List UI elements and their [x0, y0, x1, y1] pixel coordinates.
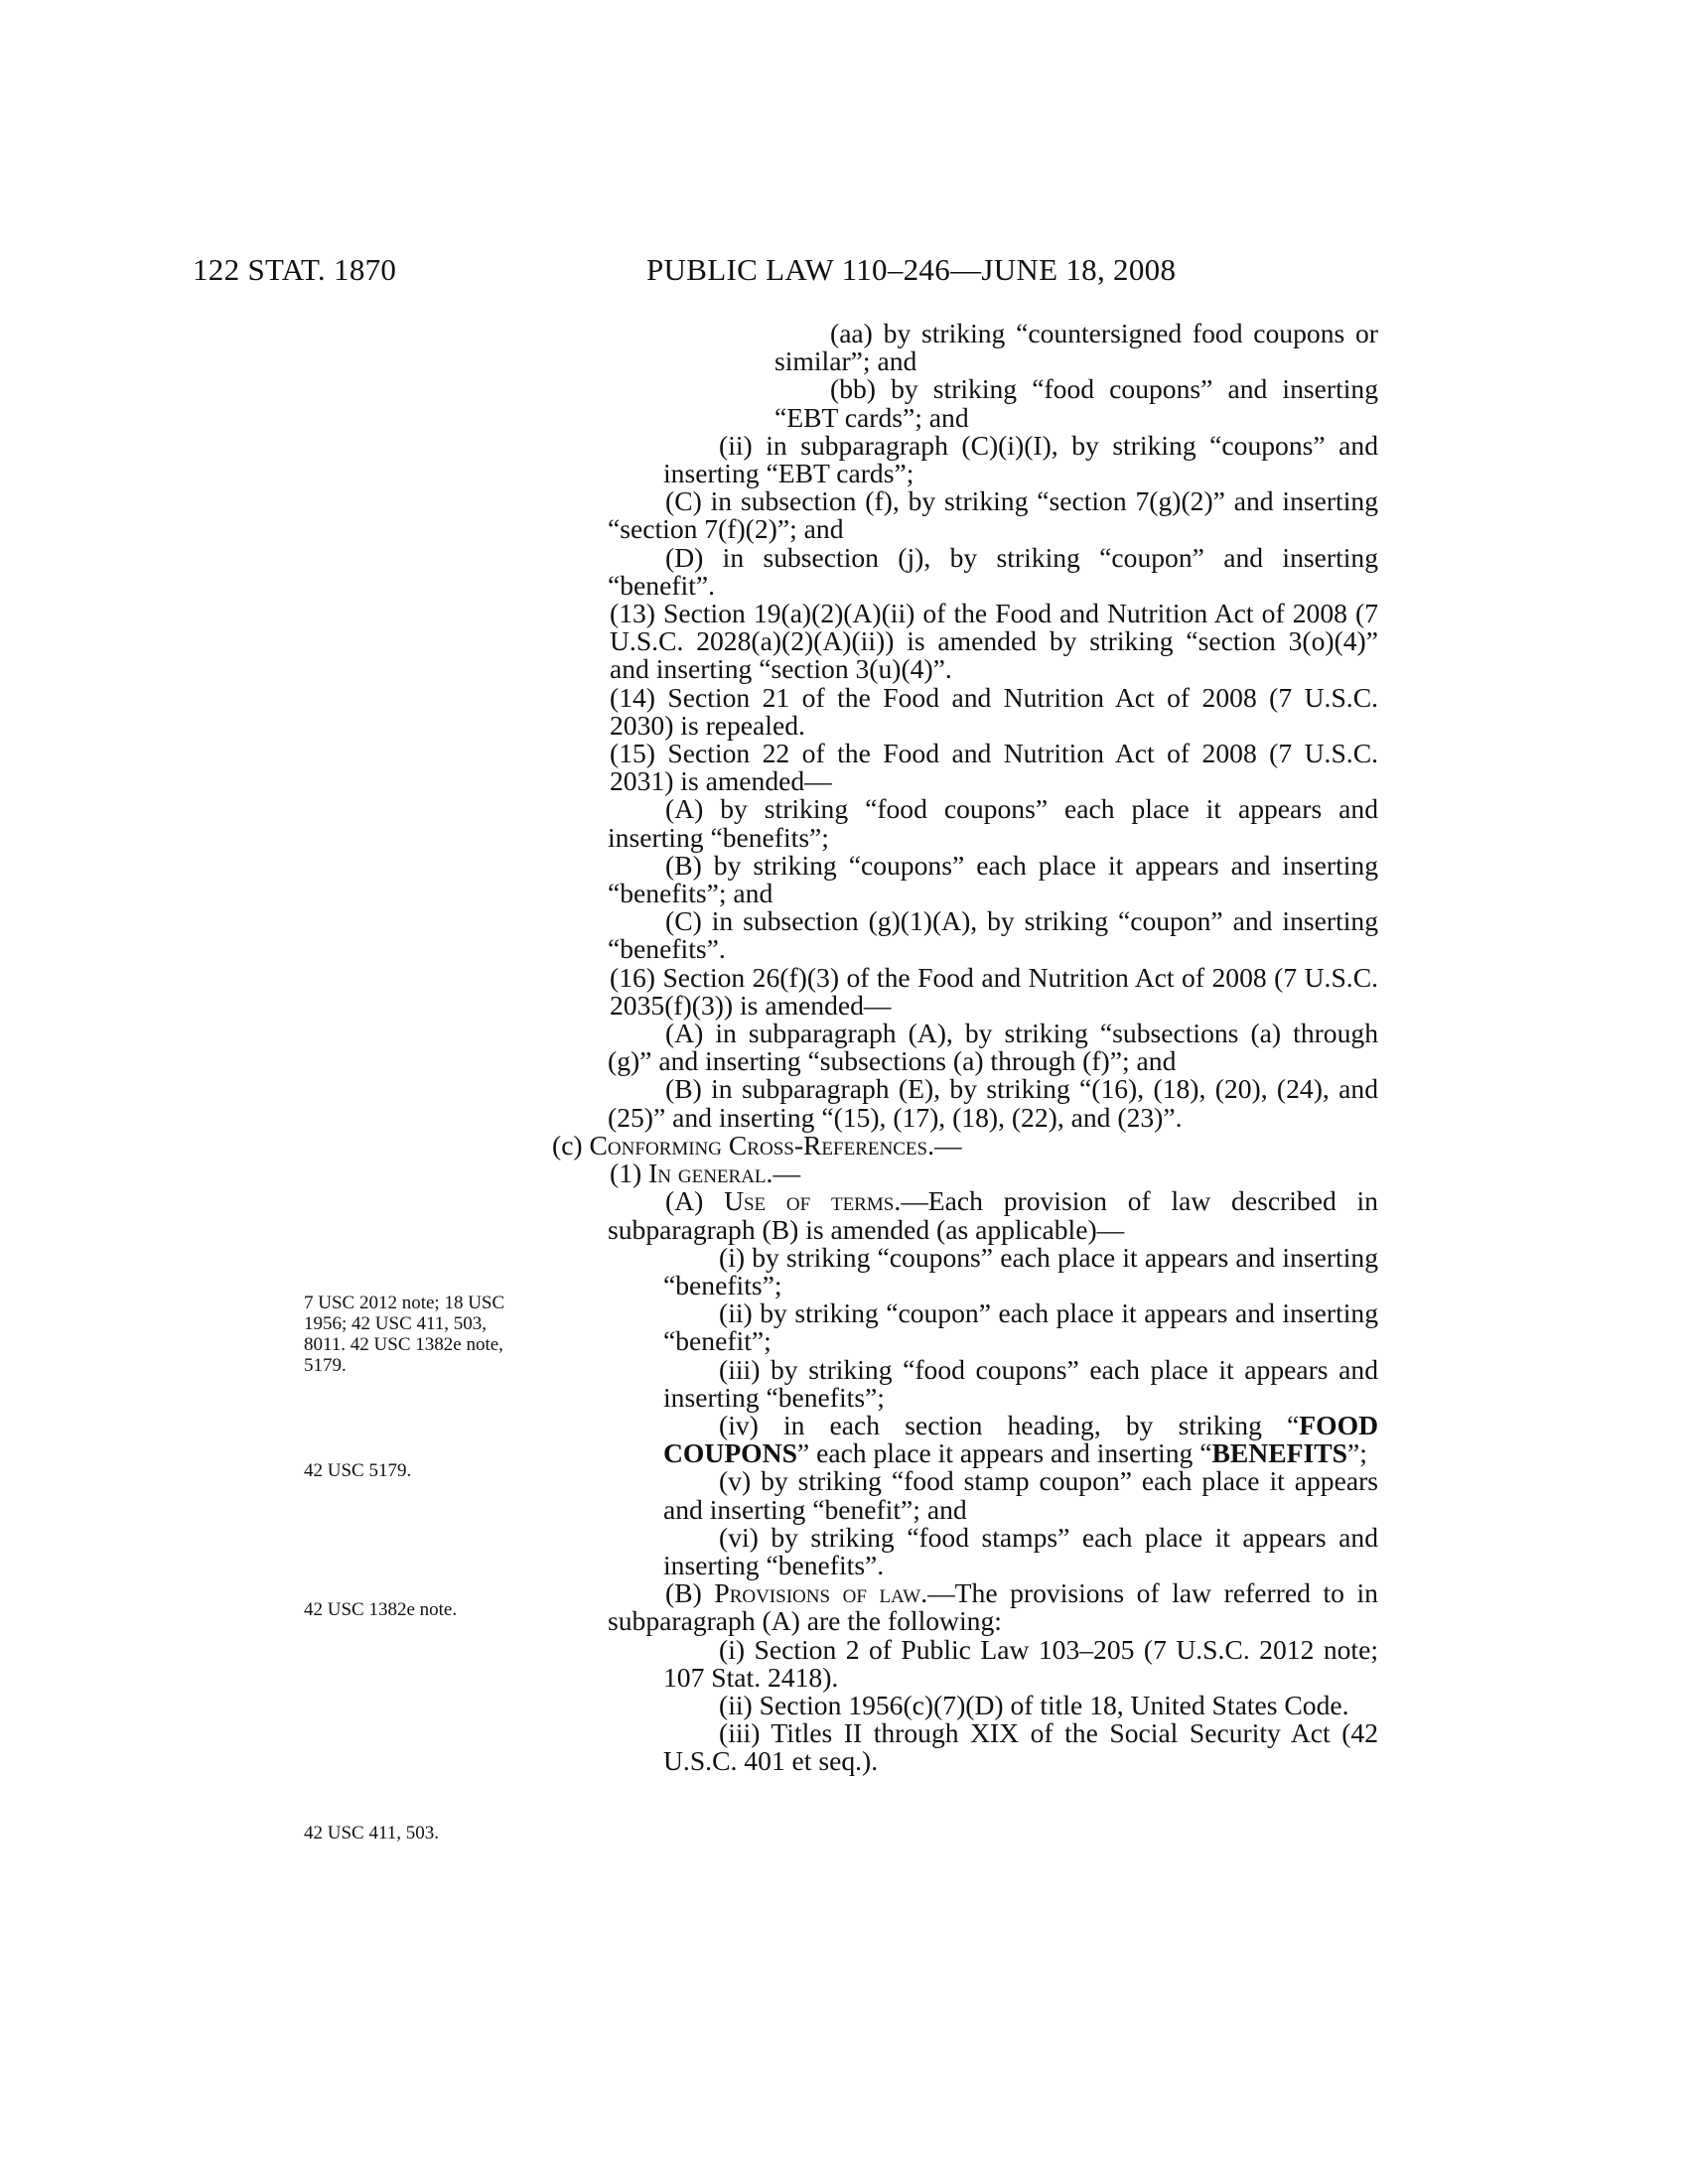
margin-note-5179: 42 USC 5179.: [304, 1460, 412, 1481]
clause-iii-social-security: (iii) Titles II through XIX of the Social Security Act (42 U.S.C. 401 et seq.).: [663, 1717, 1378, 1777]
subparagraph-d-subsection-j: (D) in subsection (j), by striking “coupon” and inserting “benefit”.: [608, 541, 1378, 601]
body-text: [552, 320, 1378, 1776]
margin-note-usc-citations: 7 USC 2012 note; 18 USC 1956; 42 USC 411, 503, 8011. 42 USC 1382e note, 5179.: [304, 1293, 505, 1376]
clause-ii-title-18: (ii) Section 1956(c)(7)(D) of title 18, United States Code.: [719, 1689, 1349, 1720]
subparagraph-b-provisions-of-law: (B) Provisions of law.—The provisions of law referred to in subparagraph (A) are the following:: [608, 1577, 1378, 1637]
paragraph-14: (14) Section 21 of the Food and Nutrition Act of 2008 (7 U.S.C. 2030) is repealed.: [610, 681, 1378, 741]
clause-ii-subparagraph: (ii) in subparagraph (C)(i)(I), by striking “coupons” and inserting “EBT cards”;: [663, 429, 1378, 489]
statute-page-number: 122 STAT. 1870: [193, 252, 397, 287]
paragraph-16-a: (A) in subparagraph (A), by striking “subsections (a) through (g)” and inserting “subsections (a) through (f)”; and: [608, 1018, 1378, 1077]
subparagraph-a-use-of-terms: (A) Use of terms.—Each provision of law described in subparagraph (B) is amended (as applicable)—: [608, 1185, 1378, 1245]
clause-i-public-law: (i) Section 2 of Public Law 103–205 (7 U.S.C. 2012 note; 107 Stat. 2418).: [663, 1633, 1378, 1693]
paragraph-15-c: (C) in subsection (g)(1)(A), by striking “coupon” and inserting “benefits”.: [608, 905, 1378, 965]
clause-iv-section-heading: (iv) in each section heading, by striking “FOOD COUPONS” each place it appears and inserting “BENEFITS”;: [663, 1409, 1378, 1469]
clause-i-coupons: (i) by striking “coupons” each place it appears and inserting “benefits”;: [663, 1241, 1378, 1300]
paragraph-16: (16) Section 26(f)(3) of the Food and Nutrition Act of 2008 (7 U.S.C. 2035(f)(3)) is amended—: [610, 961, 1378, 1021]
clause-ii-coupon: (ii) by striking “coupon” each place it appears and inserting “benefit”;: [663, 1297, 1378, 1357]
clause-bb: (bb) by striking “food coupons” and inserting “EBT cards”; and: [774, 373, 1378, 433]
subparagraph-c-subsection-f: (C) in subsection (f), by striking “section 7(g)(2)” and inserting “section 7(f)(2)”; and: [608, 485, 1378, 545]
paragraph-13: (13) Section 19(a)(2)(A)(ii) of the Food and Nutrition Act of 2008 (7 U.S.C. 2028(a)(2)(A)(ii)) is amended by striking “section 3(o)(4)” and inserting “section 3(u)(4)”.: [610, 598, 1378, 685]
clause-aa: (aa) by striking “countersigned food coupons or similar”; and: [774, 318, 1378, 377]
paragraph-15: (15) Section 22 of the Food and Nutrition Act of 2008 (7 U.S.C. 2031) is amended—: [610, 738, 1378, 797]
paragraph-15-a: (A) by striking “food coupons” each place it appears and inserting “benefits”;: [608, 793, 1378, 853]
clause-iii-food-coupons: (iii) by striking “food coupons” each place it appears and inserting “benefits”;: [663, 1353, 1378, 1413]
clause-vi-food-stamps: (vi) by striking “food stamps” each place it appears and inserting “benefits”.: [663, 1521, 1378, 1580]
paragraph-1-heading: (1) In general.—: [610, 1158, 801, 1189]
margin-note-411-503: 42 USC 411, 503.: [304, 1823, 440, 1843]
clause-v-food-stamp-coupon: (v) by striking “food stamp coupon” each place it appears and inserting “benefit”; and: [663, 1465, 1378, 1525]
page-header-title: PUBLIC LAW 110–246—JUNE 18, 2008: [646, 252, 1177, 287]
margin-note-1382e: 42 USC 1382e note.: [304, 1599, 458, 1620]
subsection-c-heading: (c) Conforming Cross-References.—: [552, 1129, 962, 1160]
paragraph-15-b: (B) by striking “coupons” each place it appears and inserting “benefits”; and: [608, 849, 1378, 909]
paragraph-16-b: (B) in subparagraph (E), by striking “(16), (18), (20), (24), and (25)” and inserting “(15), (17), (18), (22), and (23)”.: [608, 1073, 1378, 1133]
